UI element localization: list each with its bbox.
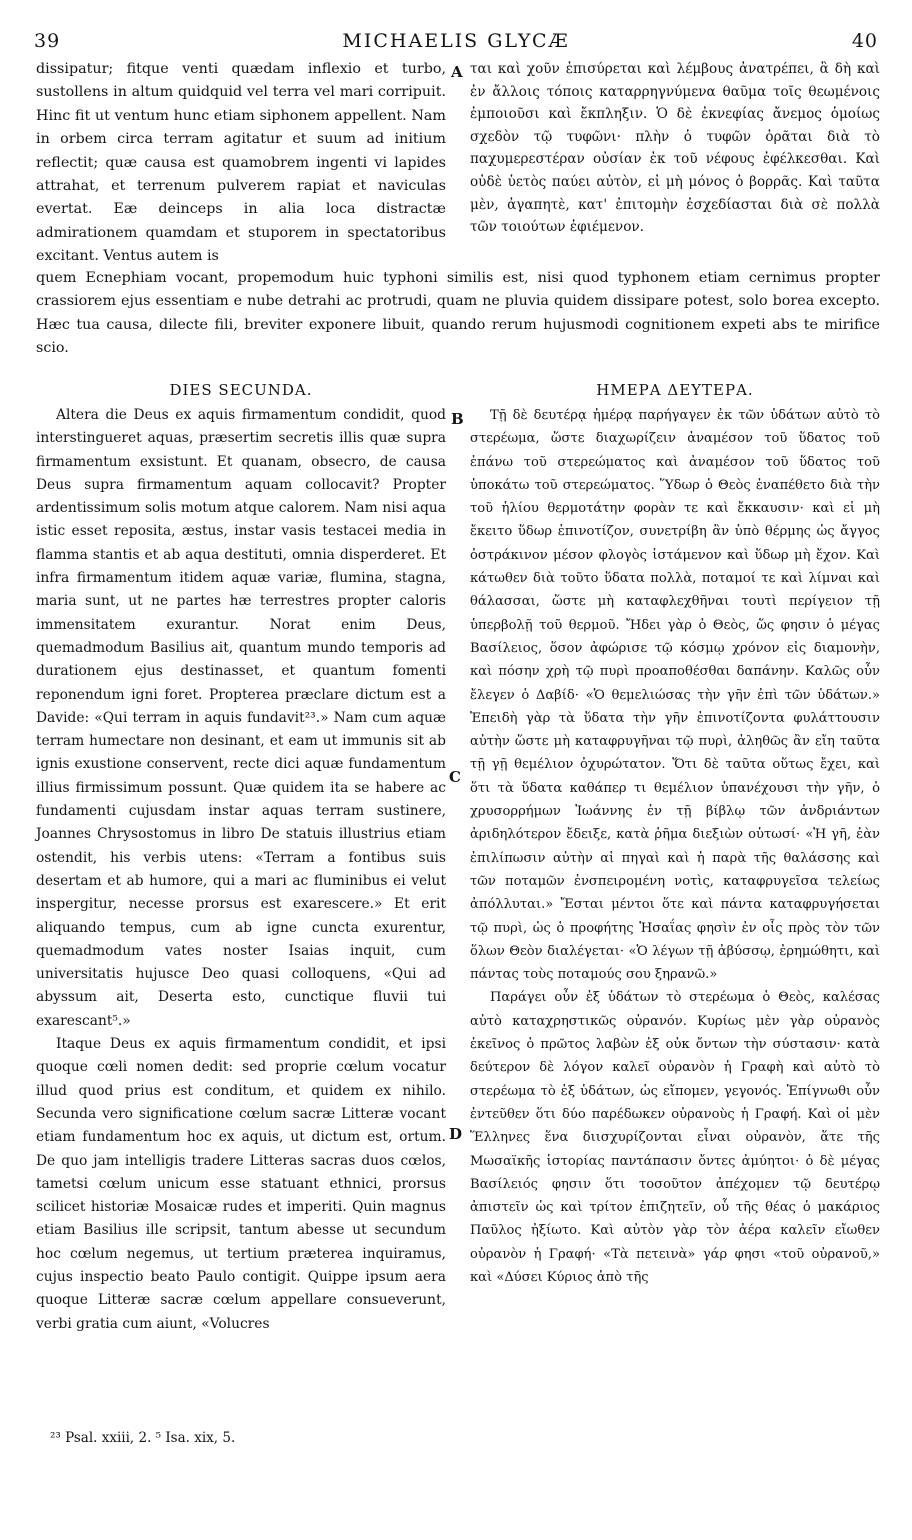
greek-body <box>470 404 880 1289</box>
margin-marker-b: B <box>451 410 464 428</box>
running-title: MICHAELIS GLYCÆ <box>342 30 570 52</box>
latin-top-paragraph: dissipatur; fitque venti quædam inflexio et turbo, sustollens in altum quidquid vel terra vel mari corripuit. Hinc fit ut ventum hunc etiam siphonem appellent. Nam in orbem circa terram agitatur et suum ad initium reflectit; quæ causa est quamobrem ingenti vi lapides attrahat, et terrenum pulverem rapiat et naviculas evertat. Eæ deinceps in alia loca distractæ admirationem quamdam et stuporem in spectatoribus excitant. Ventus autem is <box>36 61 446 265</box>
latin-paragraph-1: Altera die Deus ex aquis firmamentum condidit, quod interstingueret aquas, præsertim secretis illis quæ supra firmamentum exsistunt. Et quanam, obsecro, de causa Deus supra firmamentum aquam collocavit? Propter ardentissimum solis motum atque calorem. Nam nisi aqua istic esset reposita, æstus, instar vasis testacei media in flamma stantis et ab aqua destituti, omnia disperderet. Et infra firmamentum itidem aquæ variæ, flumina, stagna, maria sunt, ut ne partes hæ terrestres propter caloris immensitatem exurantur. Norat enim Deus, quemadmodum Basilius ait, quantum mundo temporis ad durationem ejus destinasset, et quantum fomenti reponendum igni foret. Propterea præclare dictum est a Davide: «Qui terram in aquis fundavit²³.» Nam cum aquæ terram humectare non desinant, et eam ut immunis sit ab ignis exustione conservent, recte dici aquæ fundamentum illius firmissimum possunt. Quæ quidem ita se habere ac fundamenti cujusdam instar aquas terram sustinere, Joannes Chrysostomus in libro De statuis illustrius etiam ostendit, his verbis utens: «Terram a fontibus suis desertam et ab humore, qui a mari ac fluminibus ei velut inspergitur, necesse prorsus est exarescere.» Et erit aliquando tempus, cum ab igne cuncta exurentur, quemadmodum vates noster Isaias inquit, cum universitatis hujusce Deo quasi colloquens, «Qui ad abyssum ait, Deserta esto, cunctique fluvii tui exarescant⁵.» <box>36 407 446 1029</box>
greek-section-title: ΗΜΕΡΑ ΔΕΥΤΕΡΑ. <box>596 381 754 399</box>
footnote: ²³ Psal. xxiii, 2. ⁵ Isa. xix, 5. <box>50 1430 236 1446</box>
full-width-text <box>36 267 880 361</box>
greek-paragraph-2: Παράγει οὖν ἐξ ὑδάτων τὸ στερέωμα ὁ Θεὸς, καλέσας αὐτὸ καταχρηστικῶς οὐρανόν. Κυρίως μὲν γὰρ οὐρανὸς ἐκεῖνος ὁ πρῶτος λαβὼν ἐξ οὐκ ὄντων τὴν σύστασιν· κατὰ δεύτερον δὲ λόγον καλεῖ οὐρανὸν ἡ Γραφὴ καὶ αὐτὸ τὸ στερέωμα τὸ ἐξ ὑδάτων, ὡς εἴπομεν, γεγονός. Ἐπίγνωθι οὖν ἐντεῦθεν ὅτι δύο παρέδωκεν οὐρανοὺς ἡ Γραφή. Καὶ οἱ μὲν Ἕλληνες ἕνα διισχυρίζονται εἶναι οὐρανὸν, ἅτε τῆς Μωσαϊκῆς ἱστορίας παντάπασιν ὄντες ἀμύητοι· ὁ δὲ μέγας Βασίλειός φησιν ὅτι τοσοῦτον ἀπέχομεν τῷ δευτέρῳ ἀπιστεῖν ὡς καὶ τρίτον ἐπιζητεῖν, οὗ τῆς θέας ὁ μακάριος Παῦλος ἠξίωτο. Καὶ αὐτὸν γὰρ τὸν ἀέρα καλεῖν εἴωθεν οὐρανὸν ἡ Γραφή· «Τὰ πετεινὰ» γάρ φησι «τοῦ οὐρανοῦ,» καὶ «Δύσει Κύριος ἀπὸ τῆς <box>470 990 880 1285</box>
latin-paragraph-2: Itaque Deus ex aquis firmamentum condidit, et ipsi quoque cœli nomen dedit: sed proprie cœlum vocatur illud quod prius est conditum, et quidem ex nihilo. Secunda vero significatione cœlum sacræ Litteræ vocant etiam fundamentum hoc ex aquis, ut dictum est, ortum. De quo jam intelligis tradere Litteras sacras duos cœlos, tametsi cœlum unicum esse statuant ethnici, prorsus scilicet historiæ Mosaicæ rudes et imperiti. Quin magnus etiam Basilius ille scripsit, tantum abesse ut secundum hoc cœlum negemus, ut tertium præterea inquiramus, cujus inspectio beato Paulo contigit. Quippe ipsum aera quoque Litteræ sacræ cœlum appellare consueverunt, verbi gratia cum aiunt, «Volucres <box>36 1036 446 1332</box>
greek-top-paragraph: ται καὶ χοῦν ἐπισύρεται καὶ λέμβους ἀνατρέπει, ἃ δὴ καὶ ἐν ἄλλοις τόποις καταρρηγνύμενα θαῦμα τοῖς θεωμένοις ἐμποιοῦσι καὶ ἔκπληξιν. Ὁ δὲ ἐκνεφίας ἄνεμος ὁμοίως σχεδὸν τῷ τυφῶνι· πλὴν ὁ τυφῶν ὁρᾶται διὰ τὸ παχυμερεστέραν οὐσίαν ἐκ τοῦ νέφους ἐφέλκεσθαι. Καὶ οὐδὲ ὑετὸς παύει αὐτὸν, εἰ μὴ μόνος ὁ βορρᾶς. Καὶ ταῦτα μὲν, ἀγαπητὲ, κατ' ἐπιτομὴν ἐσχεδίασται διὰ σὲ πολλὰ τῶν τοιούτων ἐφιέμενον. <box>470 61 880 236</box>
latin-body <box>36 404 446 1336</box>
latin-top-text <box>36 58 446 269</box>
full-width-paragraph: quem Ecnephiam vocant, propemodum huic typhoni similis est, nisi quod typhonem etiam cernimus propter crassiorem ejus essentiam e nube detrahi ac protrudi, quam ne pluvia quidem dissipare potest, solo borea excepto. Hæc tua causa, dilecte fili, breviter exponere libuit, quando rerum hujusmodi cognitionem expeti abs te mirifice scio. <box>36 270 880 357</box>
greek-top-text <box>470 58 880 239</box>
page-number-left: 39 <box>34 30 61 52</box>
page-number-right: 40 <box>851 30 878 52</box>
latin-section-title: DIES SECUNDA. <box>169 381 313 399</box>
greek-paragraph-1: Τῇ δὲ δευτέρᾳ ἡμέρᾳ παρήγαγεν ἐκ τῶν ὑδάτων αὐτὸ τὸ στερέωμα, ὥστε διαχωρίζειν ἀναμέσον τοῦ ὕδατος τοῦ ἐπάνω τοῦ στερεώματος καὶ ἀναμέσον τοῦ ὕδατος τοῦ ὑποκάτω τοῦ στερεώματος. Ὕδωρ ὁ Θεὸς ἐναπέθετο διὰ τὴν τοῦ ἡλίου θερμοτάτην φορὰν τε καὶ ἔκκαυσιν· καὶ εἰ μὴ ἔκειτο ὕδωρ ἐπινοτίζον, συνετρίβη ἂν ὑπὸ θέρμης ὡς ἄγγος ὀστράκινον μέσον φλογὸς ἱστάμενον καὶ ὕδωρ μὴ ἔχον. Καὶ κάτωθεν διὰ τοῦτο ὕδατα πολλὰ, ποταμοί τε καὶ λίμναι καὶ θάλασσαι, ὥστε μὴ καταφλεχθῆναι τουτὶ περίγειον τῇ ὑπερβολῇ τοῦ θερμοῦ. Ἤδει γὰρ ὁ Θεὸς, ὥς φησιν ὁ μέγας Βασίλειος, ὅσον ἀφώρισε τῷ κόσμῳ χρόνον εἰς διαμονὴν, καὶ πόσην χρὴ τῷ πυρὶ προαποθέσθαι δαπάνην. Καλῶς οὖν ἔλεγεν ὁ Δαβίδ· «Ὁ θεμελιώσας τὴν γῆν ἐπὶ τῶν ὑδάτων.» Ἐπειδὴ γὰρ τὰ ὕδατα τὴν γῆν ἐπινοτίζοντα φυλάττουσιν αὐτὴν ὥστε μὴ καταφρυγῆναι τῷ πυρὶ, ἀληθῶς ἂν εἴη ταῦτα τῇ γῇ θεμέλιον ὀχυρώτατον. Ὅτι δὲ ταῦτα οὕτως ἔχει, καὶ ὅτι τὰ ὕδατα καθάπερ τι θεμέλιον ὑπανέχουσι τὴν γῆν, ὁ χρυσορρήμων Ἰωάννης ἐν τῇ βίβλῳ τῶν ἀνδριάντων ἀριδηλότερον ἔδειξε, κατὰ ῥῆμα διεξιὼν οὑτωσί· «Ἡ γῆ, ἐὰν ἐπιλίπωσιν αὐτὴν αἱ πηγαὶ καὶ ἡ παρὰ τῆς θαλάσσης καὶ τῶν ποταμῶν ἐνσπειρομένη νοτὶς, καταφρυγεῖσα τελείως ἀπόλλυται.» Ἔσται μέντοι ὅτε καὶ πάντα καταφρυγήσεται τῷ πυρὶ, ὡς ὁ προφήτης Ἡσαΐας φησὶν ἐν οἷς πρὸς τὸν τῶν ὅλων Θεὸν διαλέγεται· «Ὁ λέγων τῇ ἀβύσσῳ, ἐρημώθητι, καὶ πάντας τοὺς ποταμούς σου ξηρανῶ.» <box>470 408 880 983</box>
margin-marker-c: C <box>449 768 461 786</box>
margin-marker-a: A <box>451 63 463 81</box>
margin-marker-d: D <box>449 1125 463 1143</box>
